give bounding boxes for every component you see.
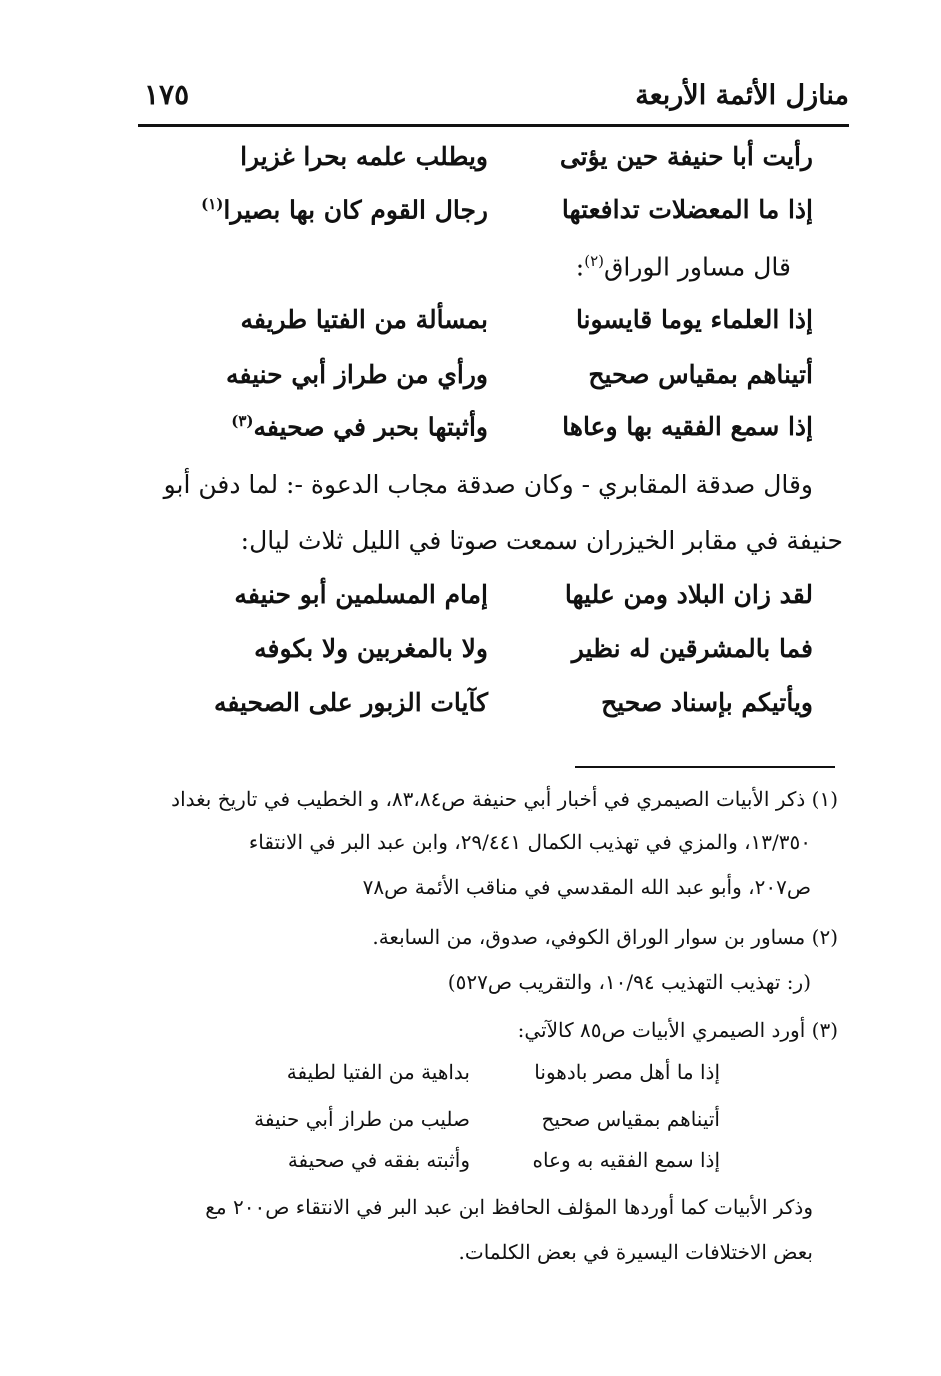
verse-first-hemistich: فما بالمشرقين له نظير: [571, 634, 813, 663]
verse-first-hemistich: إذا ما المعضلات تدافعتها: [561, 195, 813, 224]
verse-line: [130, 305, 813, 355]
footnote-marker: (١): [201, 195, 224, 213]
footnote-line: (ر: تهذيب التهذيب ١٠/٩٤، والتقريب ص٥٢٧): [447, 970, 811, 994]
verse-second-hemistich: بداهية من الفتيا لطيفة: [286, 1060, 470, 1084]
verse-second-hemistich: كآيات الزبور على الصحيفه: [213, 688, 488, 717]
verse-second-hemistich: ورأي من طراز أبي حنيفه: [226, 360, 488, 389]
verse-first-hemistich: ويأتيكم بإسناد صحيح: [601, 688, 813, 717]
verse-second-hemistich: [168, 195, 488, 224]
running-title: منازل الأئمة الأربعة: [635, 80, 849, 111]
intro-text: قال مساور الوراق: [604, 252, 791, 282]
footnote-marker: (٣): [231, 412, 254, 430]
footnote-line: (٢) مساور بن سوار الوراق الكوفي، صدوق، من السابعة.: [372, 925, 838, 949]
footnote-marker: (٢): [584, 252, 605, 270]
footnote-line: بعض الاختلافات اليسيرة في بعض الكلمات.: [458, 1240, 813, 1264]
verse-line: [130, 580, 813, 630]
verse-text: رجال القوم كان بها بصيرا: [223, 195, 488, 225]
verse-line: [130, 412, 813, 462]
verse-second-hemistich: إمام المسلمين أبو حنيفه: [234, 580, 488, 609]
footnote-verse-line: [200, 1060, 720, 1094]
footnote-line: (٣) أورد الصيمري الأبيات ص٨٥ كالآتي:: [517, 1018, 838, 1042]
footnote-line: (١) ذكر الأبيات الصيمري في أخبار أبي حنيفة ص٨٣،٨٤، و الخطيب في تاريخ بغداد: [171, 787, 838, 811]
footnote-separator: [575, 766, 835, 768]
verse-second-hemistich: صليب من طراز أبي حنيفة: [254, 1107, 470, 1131]
verse-first-hemistich: أتيناهم بمقياس صحيح: [588, 360, 813, 389]
verse-first-hemistich: رأيت أبا حنيفة حين يؤتى: [559, 142, 813, 171]
verse-first-hemistich: إذا سمع الفقيه بها وعاها: [562, 412, 813, 441]
verse-line: [130, 195, 813, 245]
prose-line: حنيفة في مقابر الخيزران سمعت صوتا في الليل ثلاث ليال:: [240, 526, 843, 555]
verse-second-hemistich: ويطلب علمه بحرا غزيرا: [240, 142, 488, 171]
verse-second-hemistich: [168, 412, 488, 441]
verse-first-hemistich: إذا العلماء يوما قايسونا: [575, 305, 813, 334]
verse-line: [130, 360, 813, 410]
footnote-verse-line: [200, 1107, 720, 1141]
footnote-line: ص٢٠٧، وأبو عبد الله المقدسي في مناقب الأئمة ص٧٨: [362, 875, 811, 899]
verse-text: وأثبتها بحبر في صحيفه: [253, 412, 488, 442]
verse-first-hemistich: لقد زان البلاد ومن عليها: [564, 580, 813, 609]
verse-line: [130, 142, 813, 192]
intro-colon: :: [575, 252, 585, 282]
verse-first-hemistich: إذا سمع الفقيه به وعاه: [532, 1148, 720, 1172]
verse-second-hemistich: ولا بالمغربين ولا بكوفه: [254, 634, 488, 663]
verse-line: [130, 634, 813, 684]
verse-second-hemistich: وأثبته بفقه في صحيفة: [287, 1148, 470, 1172]
footnote-line: ١٣/٣٥٠، والمزي في تهذيب الكمال ٢٩/٤٤١، وابن عبد البر في الانتقاء: [248, 830, 811, 854]
verse-line: [130, 688, 813, 738]
footnote-verse-line: [200, 1148, 720, 1182]
verse-first-hemistich: إذا ما أهل مصر بادهونا: [534, 1060, 720, 1084]
page-number: ١٧٥: [144, 78, 190, 111]
footnote-line: وذكر الأبيات كما أوردها المؤلف الحافظ ابن عبد البر في الانتقاء ص٢٠٠ مع: [205, 1195, 813, 1219]
verse-second-hemistich: بمسألة من الفتيا طريفه: [240, 305, 488, 334]
prose-line: وقال صدقة المقابري - وكان صدقة مجاب الدعوة -: لما دفن أبو: [163, 470, 813, 499]
header-rule: [138, 124, 849, 127]
running-header: [138, 72, 849, 120]
verse-first-hemistich: أتيناهم بمقياس صحيح: [541, 1107, 720, 1131]
speaker-intro: [576, 252, 791, 281]
